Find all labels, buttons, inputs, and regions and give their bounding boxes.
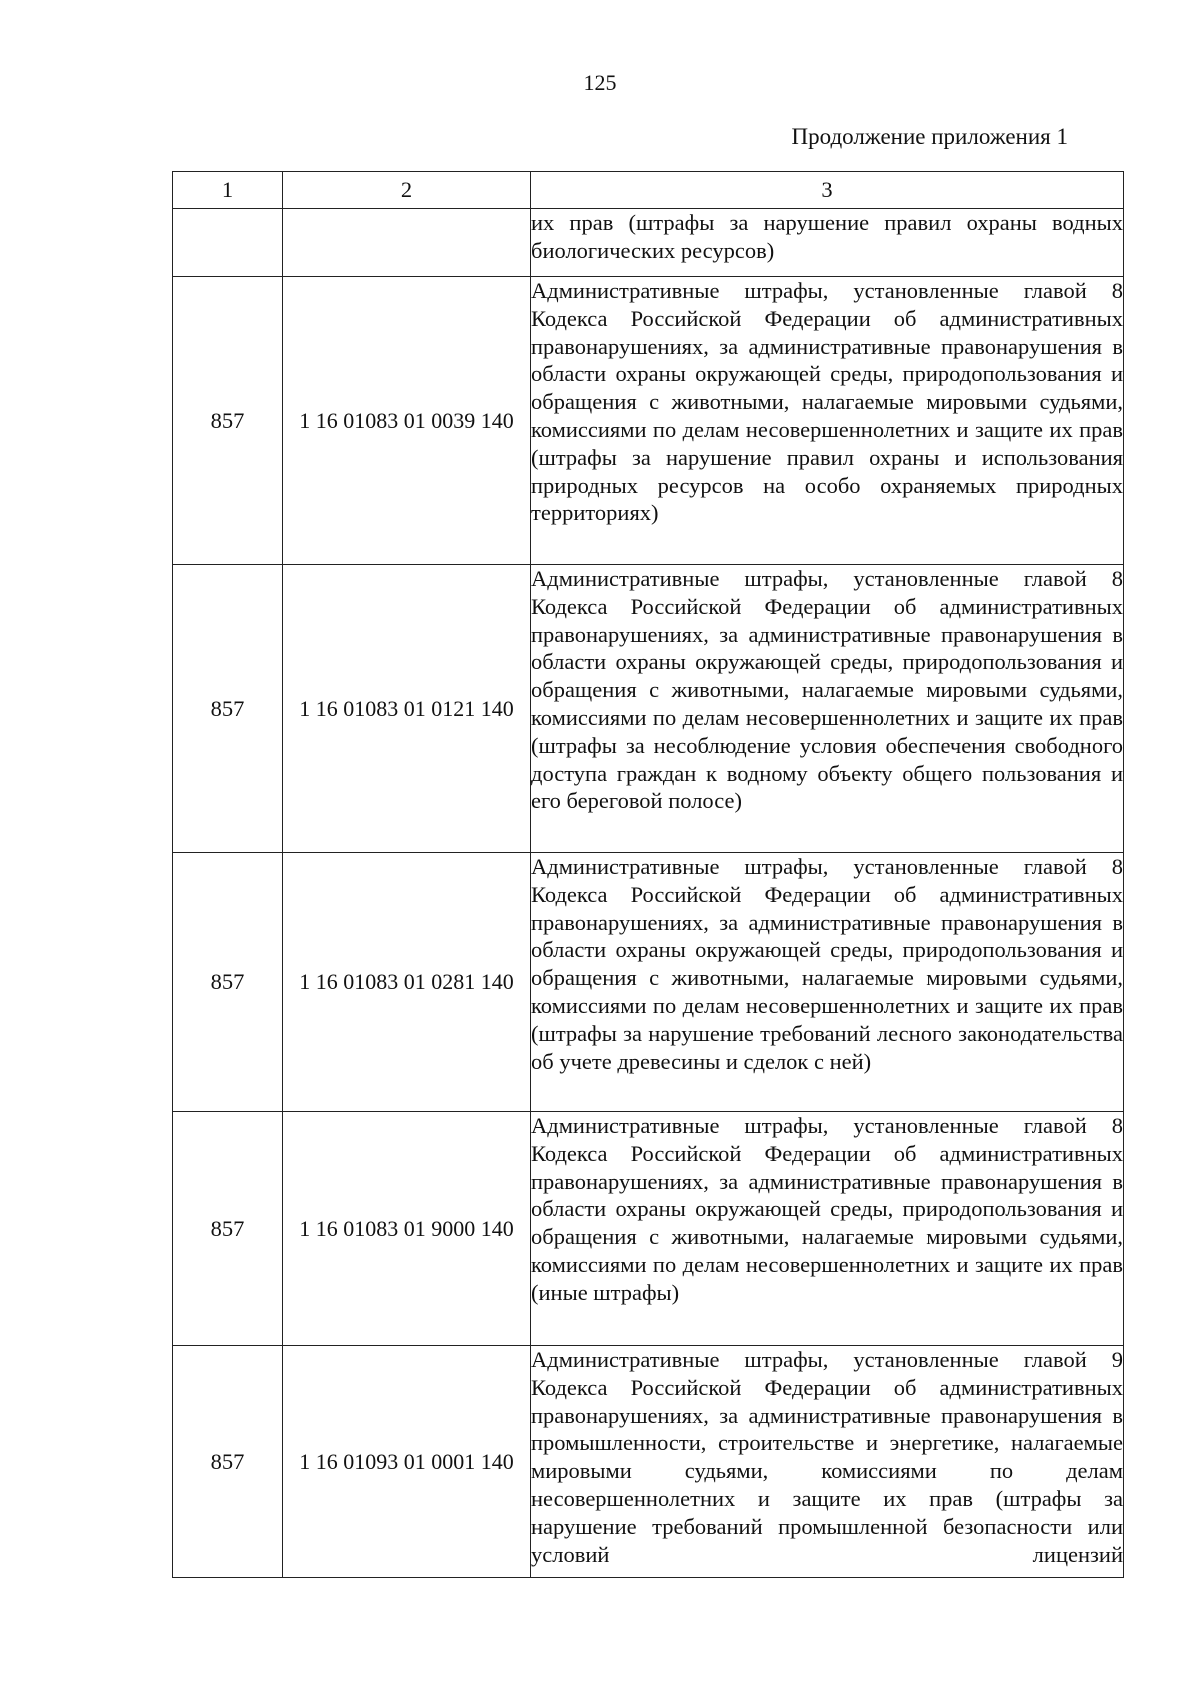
description-cell: Административные штрафы, установленные главой 8 Кодекса Российской Федерации об административных правонарушениях, за административные правонарушения в области охраны окружающей среды, природопользования и обращения с животными, налагаемые мировыми судьями, комиссиями по делам несовершеннолетних и защите их прав (штрафы за нарушение правил охраны и использования природных ресурсов на особо охраняемых природных территориях): [531, 277, 1124, 565]
admin-code-cell: 857: [173, 277, 283, 565]
table-row: [173, 565, 1124, 853]
admin-code-cell: 857: [173, 1112, 283, 1346]
table-row: [173, 277, 1124, 565]
table-row: [173, 1346, 1124, 1578]
column-header-3: 3: [531, 172, 1124, 209]
column-header-1: 1: [173, 172, 283, 209]
budget-code-cell: 1 16 01093 01 0001 140: [283, 1346, 531, 1578]
column-header-2: 2: [283, 172, 531, 209]
page-number: 125: [583, 70, 617, 95]
description-cell: Административные штрафы, установленные главой 8 Кодекса Российской Федерации об административных правонарушениях, за административные правонарушения в области охраны окружающей среды, природопользования и обращения с животными, налагаемые мировыми судьями, комиссиями по делам несовершеннолетних и защите их прав (штрафы за нарушение требований лесного законодательства об учете древесины и сделок с ней): [531, 853, 1124, 1112]
table-header-row: [173, 172, 1124, 209]
description-cell: Административные штрафы, установленные главой 9 Кодекса Российской Федерации об административных правонарушениях, за административные правонарушения в промышленности, строительстве и энергетике, налагаемые мировыми судьями, комиссиями по делам несовершеннолетних и защите их прав (штрафы за нарушение требований промышленной безопасности или условий лицензий: [531, 1346, 1124, 1578]
budget-code-cell: 1 16 01083 01 0281 140: [283, 853, 531, 1112]
budget-code-cell: 1 16 01083 01 9000 140: [283, 1112, 531, 1346]
budget-classification-table: [172, 171, 1124, 1578]
budget-code-cell: 1 16 01083 01 0039 140: [283, 277, 531, 565]
table-row: [173, 853, 1124, 1112]
table-row: [173, 1112, 1124, 1346]
budget-code-cell: [283, 209, 531, 277]
admin-code-cell: 857: [173, 1346, 283, 1578]
admin-code-cell: 857: [173, 565, 283, 853]
admin-code-cell: 857: [173, 853, 283, 1112]
admin-code-cell: [173, 209, 283, 277]
appendix-continuation-label: Продолжение приложения 1: [791, 124, 1068, 149]
description-cell: их прав (штрафы за нарушение правил охраны водных биологических ресурсов): [531, 209, 1124, 277]
description-cell: Административные штрафы, установленные главой 8 Кодекса Российской Федерации об административных правонарушениях, за административные правонарушения в области охраны окружающей среды, природопользования и обращения с животными, налагаемые мировыми судьями, комиссиями по делам несовершеннолетних и защите их прав (штрафы за несоблюдение условия обеспечения свободного доступа граждан к водному объекту общего пользования и его береговой полосе): [531, 565, 1124, 853]
budget-code-cell: 1 16 01083 01 0121 140: [283, 565, 531, 853]
table-row: [173, 209, 1124, 277]
description-cell: Административные штрафы, установленные главой 8 Кодекса Российской Федерации об административных правонарушениях, за административные правонарушения в области охраны окружающей среды, природопользования и обращения с животными, налагаемые мировыми судьями, комиссиями по делам несовершеннолетних и защите их прав (иные штрафы): [531, 1112, 1124, 1346]
